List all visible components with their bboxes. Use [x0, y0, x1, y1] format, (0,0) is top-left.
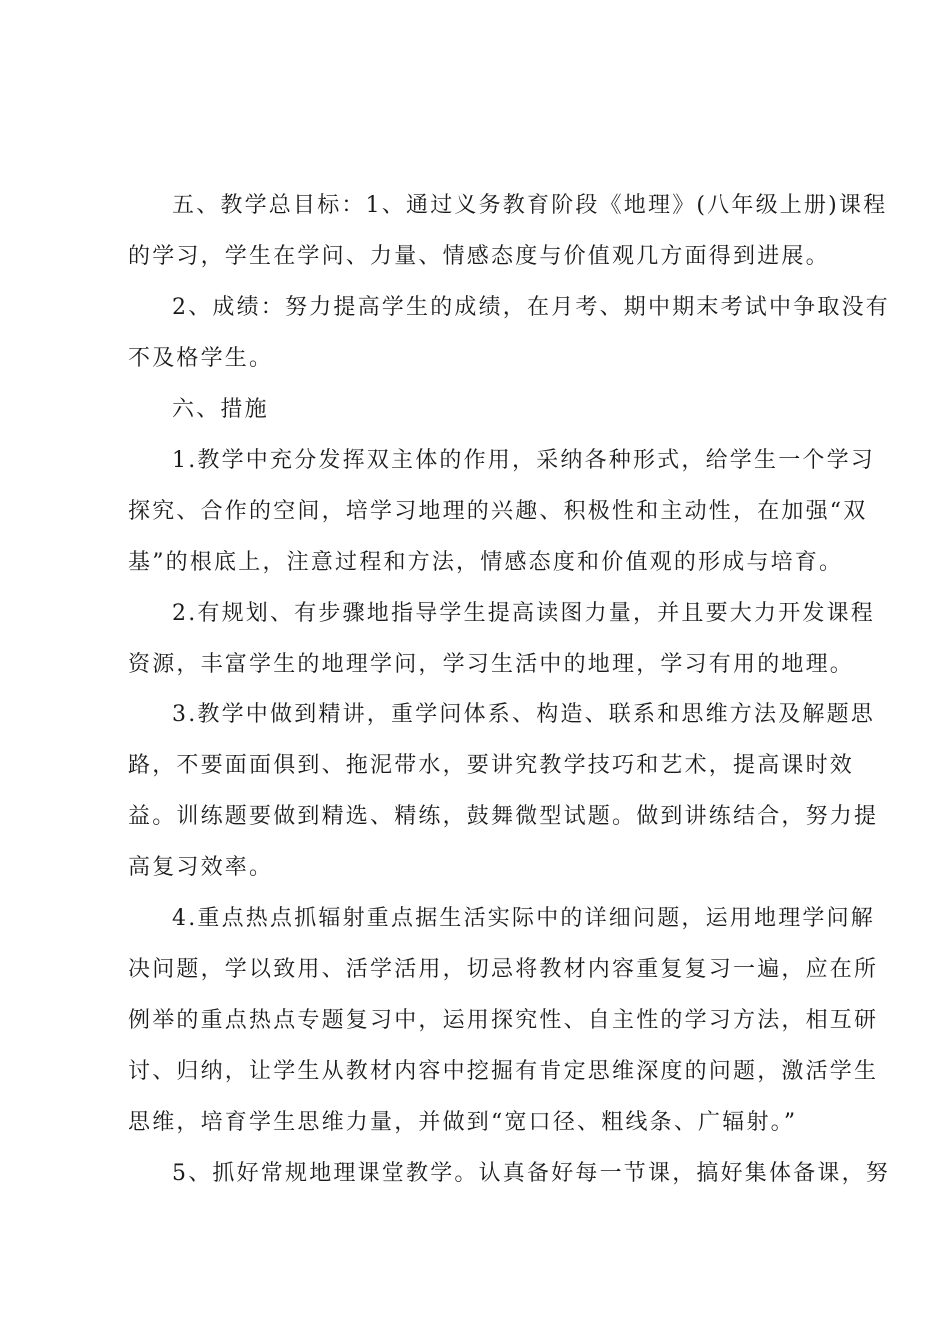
- text-line: 3.教学中做到精讲，重学问体系、构造、联系和思维方法及解题思: [172, 702, 875, 727]
- text-line: 益。训练题要做到精选、精练，鼓舞微型试题。做到讲练结合，努力提: [128, 804, 879, 829]
- text-line: 探究、合作的空间，培学习地理的兴趣、积极性和主动性，在加强“双: [128, 499, 868, 524]
- text-line: 资源，丰富学生的地理学问，学习生活中的地理，学习有用的地理。: [128, 652, 855, 677]
- text-line: 高复习效率。: [128, 855, 274, 880]
- text-line: 基”的根底上，注意过程和方法，情感态度和价值观的形成与培育。: [128, 550, 844, 575]
- text-line: 例举的重点热点专题复习中，运用探究性、自主性的学习方法，相互研: [128, 1008, 879, 1033]
- text-line: 不及格学生。: [128, 346, 274, 371]
- text-line: 路，不要面面俱到、拖泥带水，要讲究教学技巧和艺术，提高课时效: [128, 753, 855, 778]
- text-line: 5、抓好常规地理课堂教学。认真备好每一节课，搞好集体备课，努: [172, 1161, 890, 1186]
- text-line: 2.有规划、有步骤地指导学生提高读图力量，并且要大力开发课程: [172, 601, 875, 626]
- text-line: 决问题，学以致用、活学活用，切忌将教材内容重复复习一遍，应在所: [128, 957, 879, 982]
- text-line: 2、成绩：努力提高学生的成绩，在月考、期中期末考试中争取没有: [172, 295, 890, 320]
- text-line: 4.重点热点抓辐射重点据生活实际中的详细问题，运用地理学问解: [172, 906, 875, 931]
- text-line: 讨、归纳，让学生从教材内容中挖掘有肯定思维深度的问题，激活学生: [128, 1059, 879, 1084]
- text-line: 五、教学总目标：1、通过义务教育阶段《地理》(八年级上册)课程: [172, 193, 888, 218]
- text-line: 思维，培育学生思维力量，并做到“宽口径、粗线条、广辐射。”: [128, 1110, 798, 1135]
- text-line: 1.教学中充分发挥双主体的作用，采纳各种形式，给学生一个学习: [172, 448, 875, 473]
- section-heading: 六、措施: [172, 397, 269, 422]
- text-line: 的学习，学生在学问、力量、情感态度与价值观几方面得到进展。: [128, 244, 830, 269]
